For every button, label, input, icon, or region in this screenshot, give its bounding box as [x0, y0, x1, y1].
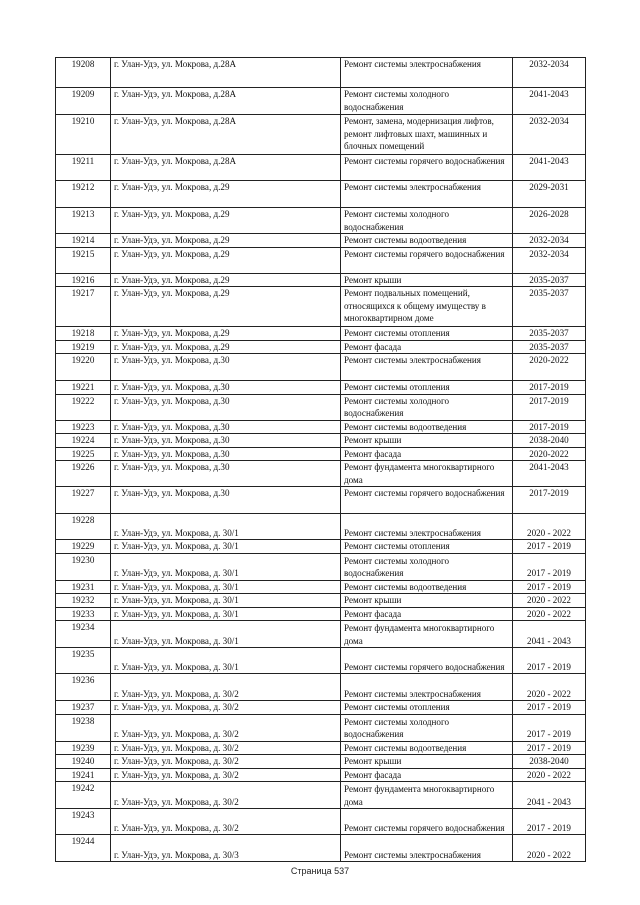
table-row	[56, 741, 586, 755]
work-cell: Ремонт системы горячего водоснабжения	[341, 648, 513, 674]
row-number: 19235	[56, 648, 111, 674]
years-cell: 2038-2040	[513, 434, 586, 448]
row-number: 19229	[56, 540, 111, 554]
years-cell: 2029-2031	[513, 181, 586, 208]
years-cell: 2020 - 2022	[513, 768, 586, 782]
row-number: 19243	[56, 809, 111, 835]
address-cell: г. Улан-Удэ, ул. Мокрова, д.28А	[111, 115, 341, 155]
row-number: 19217	[56, 287, 111, 327]
table-row	[56, 580, 586, 594]
years-cell: 2017 - 2019	[513, 580, 586, 594]
repair-schedule-table	[55, 57, 586, 862]
table-row	[56, 273, 586, 287]
work-cell: Ремонт системы горячего водоснабжения	[341, 247, 513, 273]
table-row	[56, 553, 586, 580]
row-number: 19239	[56, 741, 111, 755]
years-cell: 2041-2043	[513, 88, 586, 115]
row-number: 19238	[56, 714, 111, 741]
years-cell: 2035-2037	[513, 327, 586, 341]
years-cell: 2041-2043	[513, 461, 586, 487]
row-number: 19213	[56, 208, 111, 234]
row-number: 19225	[56, 447, 111, 461]
years-cell: 2020 - 2022	[513, 594, 586, 608]
work-cell: Ремонт системы горячего водоснабжения	[341, 809, 513, 835]
work-cell: Ремонт фундамента многоквартирного дома	[341, 782, 513, 809]
row-number: 19221	[56, 381, 111, 395]
work-cell: Ремонт системы водоотведения	[341, 234, 513, 248]
address-cell: г. Улан-Удэ, ул. Мокрова, д.29	[111, 327, 341, 341]
address-cell: г. Улан-Удэ, ул. Мокрова, д.29	[111, 247, 341, 273]
work-cell: Ремонт системы холодного водоснабжения	[341, 714, 513, 741]
work-cell: Ремонт системы холодного водоснабжения	[341, 394, 513, 420]
table-row	[56, 181, 586, 208]
address-cell: г. Улан-Удэ, ул. Мокрова, д. 30/1	[111, 514, 341, 540]
work-cell: Ремонт фундамента многоквартирного дома	[341, 461, 513, 487]
work-cell: Ремонт системы холодного водоснабжения	[341, 88, 513, 115]
address-cell: г. Улан-Удэ, ул. Мокрова, д.30	[111, 420, 341, 434]
table-row	[56, 208, 586, 234]
years-cell: 2020-2022	[513, 354, 586, 381]
years-cell: 2017-2019	[513, 381, 586, 395]
address-cell: г. Улан-Удэ, ул. Мокрова, д.28А	[111, 58, 341, 88]
address-cell: г. Улан-Удэ, ул. Мокрова, д. 30/2	[111, 768, 341, 782]
row-number: 19233	[56, 607, 111, 621]
work-cell: Ремонт фасада	[341, 768, 513, 782]
address-cell: г. Улан-Удэ, ул. Мокрова, д.29	[111, 181, 341, 208]
table-row	[56, 701, 586, 715]
address-cell: г. Улан-Удэ, ул. Мокрова, д. 30/2	[111, 755, 341, 769]
address-cell: г. Улан-Удэ, ул. Мокрова, д.30	[111, 461, 341, 487]
work-cell: Ремонт, замена, модернизация лифтов, ремонт лифтовых шахт, машинных и блочных помещений	[341, 115, 513, 155]
work-cell: Ремонт фасада	[341, 447, 513, 461]
years-cell: 2017-2019	[513, 420, 586, 434]
years-cell: 2041 - 2043	[513, 782, 586, 809]
years-cell: 2035-2037	[513, 287, 586, 327]
work-cell: Ремонт системы холодного водоснабжения	[341, 208, 513, 234]
years-cell: 2017-2019	[513, 487, 586, 514]
table-row	[56, 514, 586, 540]
table-row	[56, 381, 586, 395]
address-cell: г. Улан-Удэ, ул. Мокрова, д.30	[111, 434, 341, 448]
row-number: 19210	[56, 115, 111, 155]
row-number: 19232	[56, 594, 111, 608]
years-cell: 2017-2019	[513, 394, 586, 420]
address-cell: г. Улан-Удэ, ул. Мокрова, д. 30/1	[111, 648, 341, 674]
years-cell: 2020-2022	[513, 447, 586, 461]
years-cell: 2032-2034	[513, 247, 586, 273]
work-cell: Ремонт системы электроснабжения	[341, 354, 513, 381]
page-number: Страница 537	[290, 866, 350, 876]
row-number: 19241	[56, 768, 111, 782]
work-cell: Ремонт системы электроснабжения	[341, 514, 513, 540]
table-row	[56, 768, 586, 782]
address-cell: г. Улан-Удэ, ул. Мокрова, д. 30/2	[111, 674, 341, 701]
row-number: 19228	[56, 514, 111, 540]
row-number: 19224	[56, 434, 111, 448]
address-cell: г. Улан-Удэ, ул. Мокрова, д. 30/1	[111, 607, 341, 621]
row-number: 19236	[56, 674, 111, 701]
years-cell: 2041-2043	[513, 155, 586, 181]
years-cell: 2032-2034	[513, 234, 586, 248]
address-cell: г. Улан-Удэ, ул. Мокрова, д.30	[111, 394, 341, 420]
address-cell: г. Улан-Удэ, ул. Мокрова, д. 30/1	[111, 594, 341, 608]
years-cell: 2017 - 2019	[513, 701, 586, 715]
address-cell: г. Улан-Удэ, ул. Мокрова, д.30	[111, 381, 341, 395]
table-row	[56, 674, 586, 701]
address-cell: г. Улан-Удэ, ул. Мокрова, д.29	[111, 340, 341, 354]
work-cell: Ремонт системы водоотведения	[341, 741, 513, 755]
table-row	[56, 340, 586, 354]
work-cell: Ремонт крыши	[341, 434, 513, 448]
work-cell: Ремонт системы электроснабжения	[341, 674, 513, 701]
table-row	[56, 607, 586, 621]
address-cell: г. Улан-Удэ, ул. Мокрова, д.29	[111, 234, 341, 248]
row-number: 19230	[56, 553, 111, 580]
years-cell: 2026-2028	[513, 208, 586, 234]
row-number: 19226	[56, 461, 111, 487]
work-cell: Ремонт системы холодного водоснабжения	[341, 553, 513, 580]
address-cell: г. Улан-Удэ, ул. Мокрова, д.29	[111, 287, 341, 327]
years-cell: 2020 - 2022	[513, 835, 586, 862]
work-cell: Ремонт системы водоотведения	[341, 420, 513, 434]
address-cell: г. Улан-Удэ, ул. Мокрова, д. 30/2	[111, 809, 341, 835]
row-number: 19227	[56, 487, 111, 514]
row-number: 19223	[56, 420, 111, 434]
table-row	[56, 394, 586, 420]
years-cell: 2017 - 2019	[513, 714, 586, 741]
address-cell: г. Улан-Удэ, ул. Мокрова, д. 30/2	[111, 714, 341, 741]
table-row	[56, 58, 586, 88]
address-cell: г. Улан-Удэ, ул. Мокрова, д. 30/1	[111, 540, 341, 554]
row-number: 19220	[56, 354, 111, 381]
table-row	[56, 540, 586, 554]
document-sheet	[55, 57, 585, 862]
work-cell: Ремонт системы горячего водоснабжения	[341, 155, 513, 181]
row-number: 19211	[56, 155, 111, 181]
work-cell: Ремонт системы электроснабжения	[341, 181, 513, 208]
row-number: 19222	[56, 394, 111, 420]
table-row	[56, 809, 586, 835]
address-cell: г. Улан-Удэ, ул. Мокрова, д.28А	[111, 88, 341, 115]
address-cell: г. Улан-Удэ, ул. Мокрова, д. 30/2	[111, 701, 341, 715]
years-cell: 2017 - 2019	[513, 648, 586, 674]
table-row	[56, 434, 586, 448]
years-cell: 2020 - 2022	[513, 607, 586, 621]
table-row	[56, 447, 586, 461]
row-number: 19209	[56, 88, 111, 115]
work-cell: Ремонт системы отопления	[341, 540, 513, 554]
table-row	[56, 327, 586, 341]
years-cell: 2020 - 2022	[513, 674, 586, 701]
years-cell: 2035-2037	[513, 340, 586, 354]
table-row	[56, 755, 586, 769]
table-row	[56, 115, 586, 155]
row-number: 19219	[56, 340, 111, 354]
work-cell: Ремонт системы электроснабжения	[341, 835, 513, 862]
row-number: 19244	[56, 835, 111, 862]
years-cell: 2038-2040	[513, 755, 586, 769]
address-cell: г. Улан-Удэ, ул. Мокрова, д. 30/3	[111, 835, 341, 862]
table-row	[56, 594, 586, 608]
address-cell: г. Улан-Удэ, ул. Мокрова, д.28А	[111, 155, 341, 181]
table-row	[56, 88, 586, 115]
work-cell: Ремонт крыши	[341, 755, 513, 769]
table-row	[56, 835, 586, 862]
years-cell: 2020 - 2022	[513, 514, 586, 540]
table-row	[56, 247, 586, 273]
table-row	[56, 354, 586, 381]
address-cell: г. Улан-Удэ, ул. Мокрова, д. 30/1	[111, 621, 341, 648]
table-row	[56, 461, 586, 487]
address-cell: г. Улан-Удэ, ул. Мокрова, д. 30/1	[111, 553, 341, 580]
table-row	[56, 487, 586, 514]
years-cell: 2041 - 2043	[513, 621, 586, 648]
work-cell: Ремонт фасада	[341, 607, 513, 621]
address-cell: г. Улан-Удэ, ул. Мокрова, д. 30/1	[111, 580, 341, 594]
row-number: 19240	[56, 755, 111, 769]
work-cell: Ремонт подвальных помещений, относящихся к общему имуществу в многоквартирном доме	[341, 287, 513, 327]
row-number: 19208	[56, 58, 111, 88]
table-row	[56, 287, 586, 327]
years-cell: 2035-2037	[513, 273, 586, 287]
table-row	[56, 648, 586, 674]
address-cell: г. Улан-Удэ, ул. Мокрова, д.30	[111, 447, 341, 461]
address-cell: г. Улан-Удэ, ул. Мокрова, д.29	[111, 273, 341, 287]
row-number: 19212	[56, 181, 111, 208]
years-cell: 2017 - 2019	[513, 809, 586, 835]
work-cell: Ремонт системы отопления	[341, 701, 513, 715]
address-cell: г. Улан-Удэ, ул. Мокрова, д.30	[111, 487, 341, 514]
address-cell: г. Улан-Удэ, ул. Мокрова, д.29	[111, 208, 341, 234]
row-number: 19237	[56, 701, 111, 715]
years-cell: 2032-2034	[513, 115, 586, 155]
row-number: 19218	[56, 327, 111, 341]
work-cell: Ремонт крыши	[341, 273, 513, 287]
work-cell: Ремонт системы отопления	[341, 381, 513, 395]
years-cell: 2032-2034	[513, 58, 586, 88]
row-number: 19215	[56, 247, 111, 273]
years-cell: 2017 - 2019	[513, 741, 586, 755]
work-cell: Ремонт системы водоотведения	[341, 580, 513, 594]
table-row	[56, 234, 586, 248]
years-cell: 2017 - 2019	[513, 553, 586, 580]
work-cell: Ремонт фундамента многоквартирного дома	[341, 621, 513, 648]
row-number: 19216	[56, 273, 111, 287]
row-number: 19234	[56, 621, 111, 648]
table-row	[56, 621, 586, 648]
table-row	[56, 420, 586, 434]
work-cell: Ремонт крыши	[341, 594, 513, 608]
work-cell: Ремонт системы отопления	[341, 327, 513, 341]
row-number: 19214	[56, 234, 111, 248]
address-cell: г. Улан-Удэ, ул. Мокрова, д.30	[111, 354, 341, 381]
row-number: 19242	[56, 782, 111, 809]
address-cell: г. Улан-Удэ, ул. Мокрова, д. 30/2	[111, 782, 341, 809]
address-cell: г. Улан-Удэ, ул. Мокрова, д. 30/2	[111, 741, 341, 755]
row-number: 19231	[56, 580, 111, 594]
work-cell: Ремонт системы электроснабжения	[341, 58, 513, 88]
table-row	[56, 714, 586, 741]
years-cell: 2017 - 2019	[513, 540, 586, 554]
work-cell: Ремонт фасада	[341, 340, 513, 354]
table-row	[56, 782, 586, 809]
work-cell: Ремонт системы горячего водоснабжения	[341, 487, 513, 514]
table-row	[56, 155, 586, 181]
